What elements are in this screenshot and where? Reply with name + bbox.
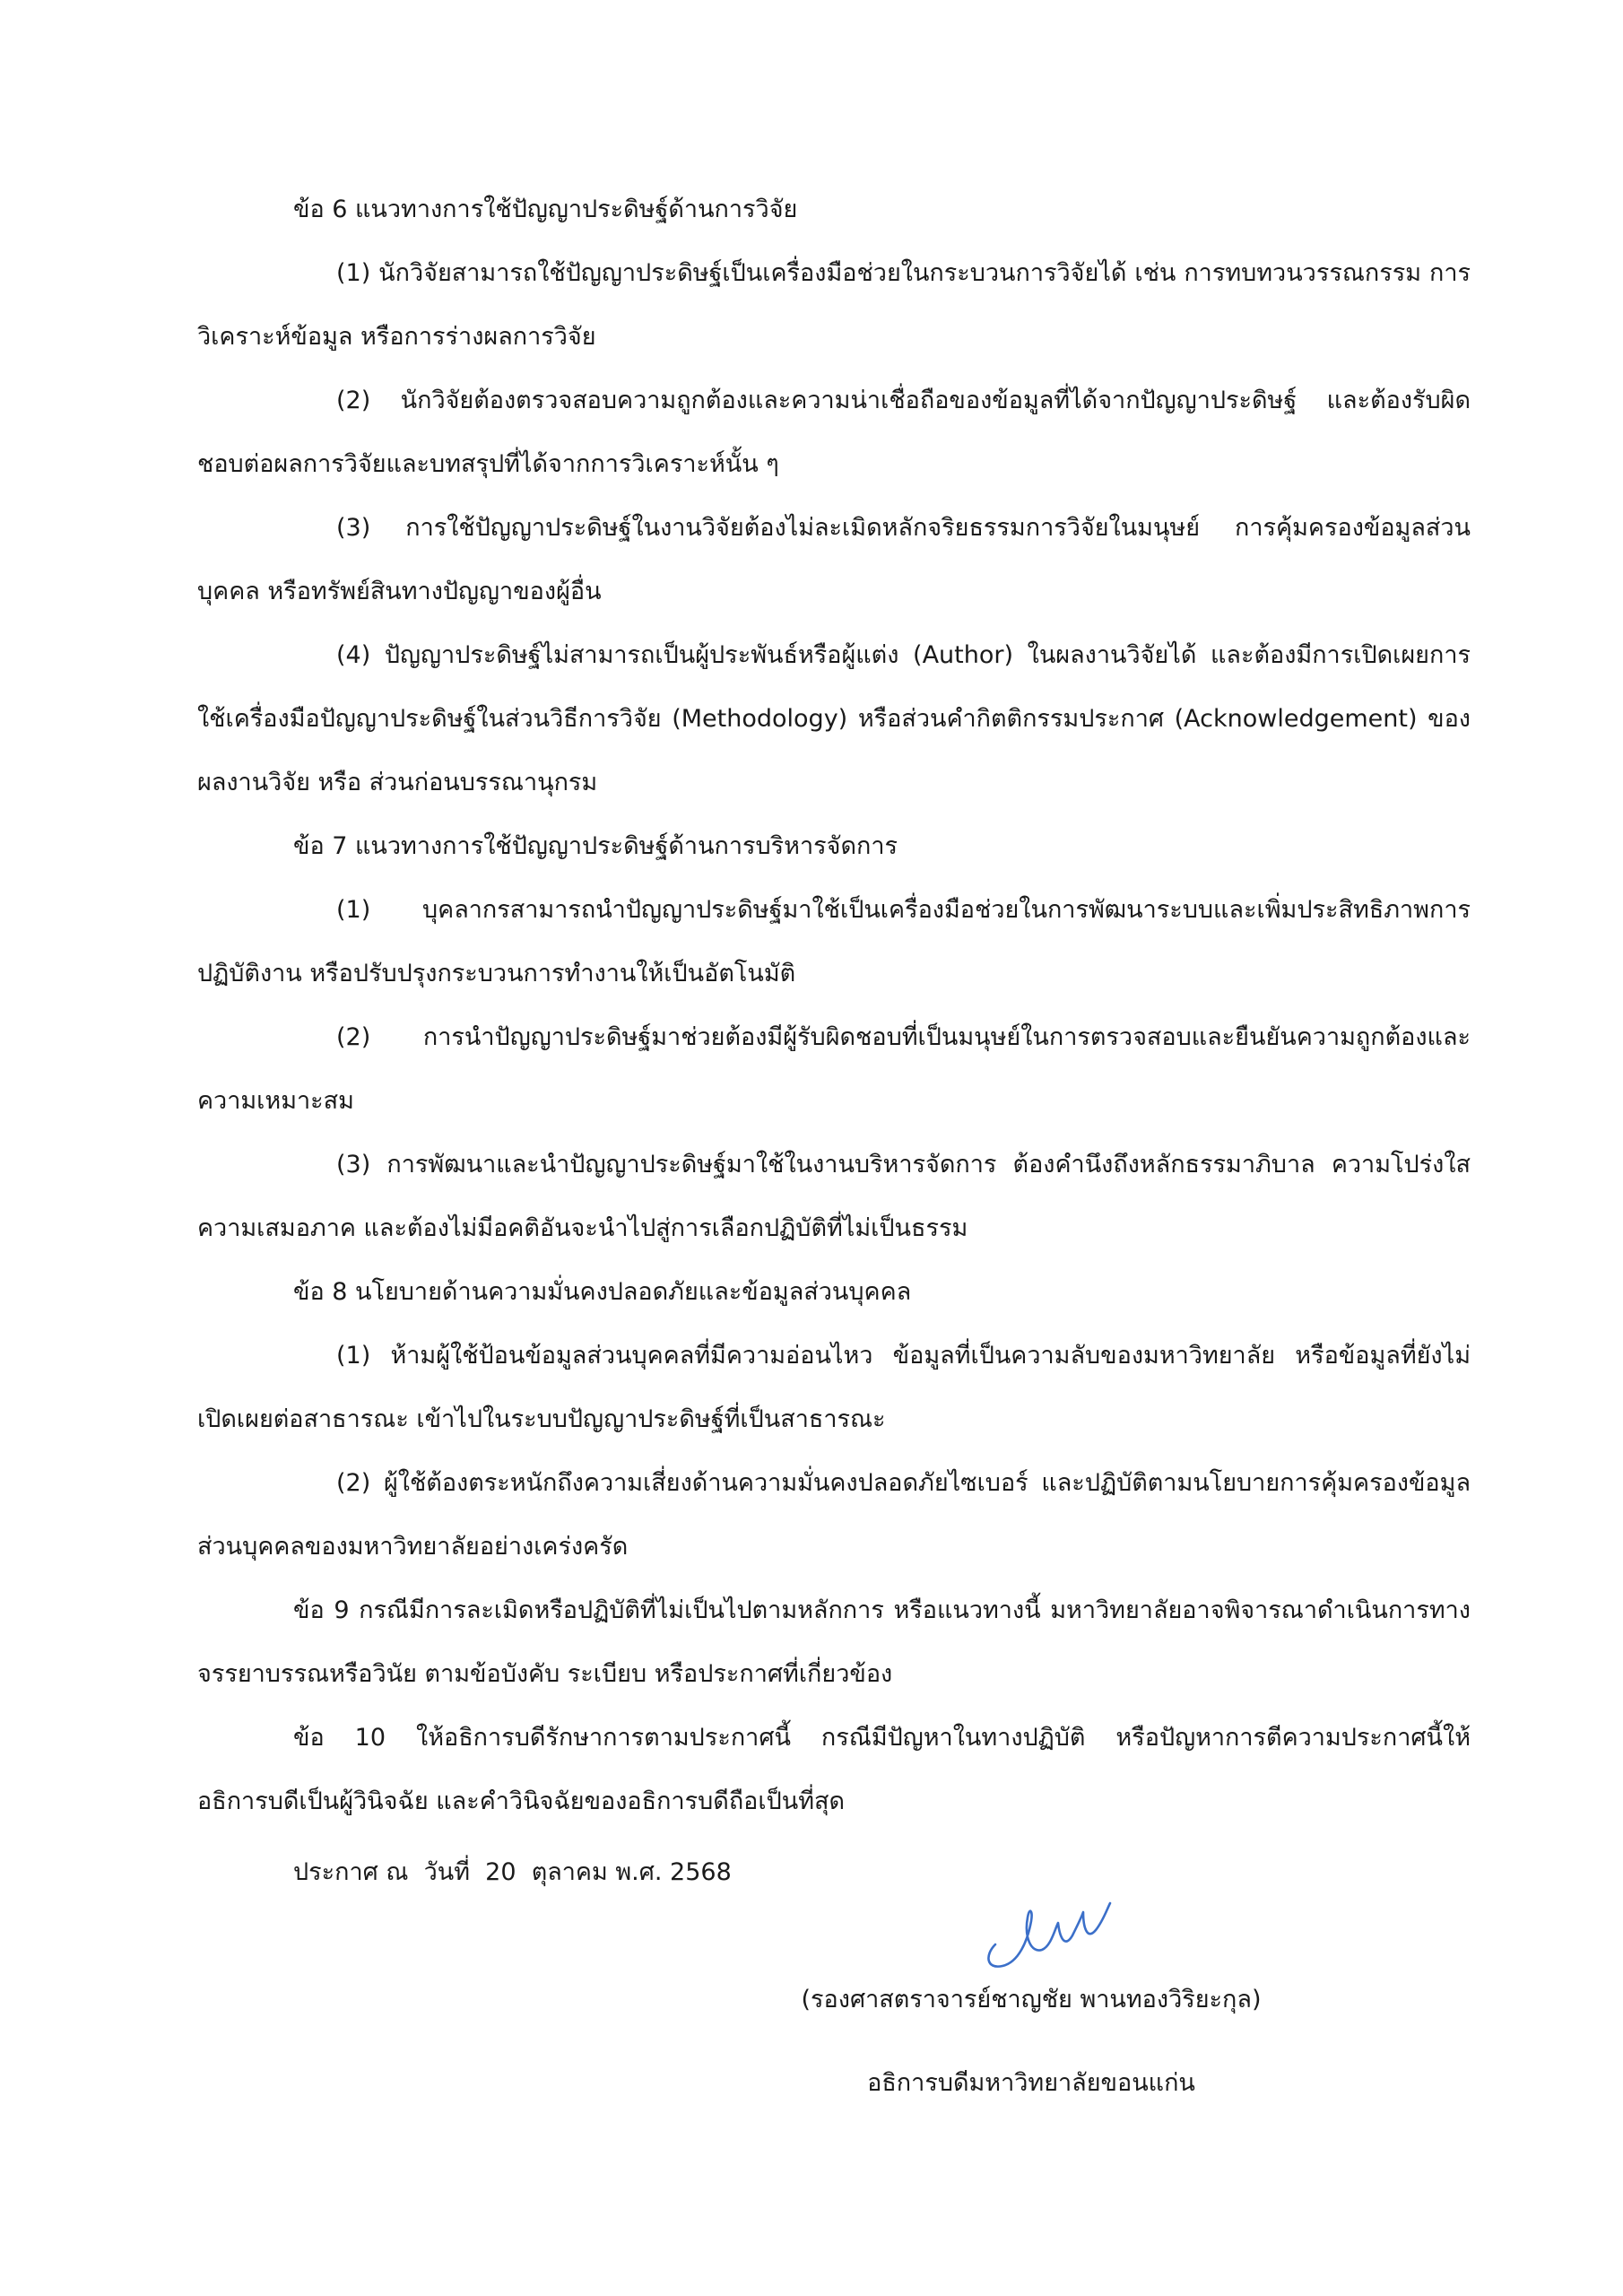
clause-7-item-1: (1) บุคลากรสามารถนำปัญญาประดิษฐ์มาใช้เป็นเครื่องมือช่วยในการพัฒนาระบบและเพิ่มประสิทธิภาพการปฏิบัติงาน หรือปรับปรุงกระบวนการทำงานให้เป็นอัตโนมัติ [197, 896, 1471, 987]
signer-position: อธิการบดีมหาวิทยาลัยขอนแก่น [867, 2069, 1195, 2097]
clause-6-item-2: (2) นักวิจัยต้องตรวจสอบความถูกต้องและความน่าเชื่อถือของข้อมูลที่ได้จากปัญญาประดิษฐ์ และต้องรับผิดชอบต่อผลการวิจัยและบทสรุปที่ได้จากการวิเคราะห์นั้น ๆ [197, 387, 1471, 478]
signer-name: (รองศาสตราจารย์ชาญชัย พานทองวิริยะกุล) [801, 1986, 1262, 2013]
clause-6-item-1: (1) นักวิจัยสามารถใช้ปัญญาประดิษฐ์เป็นเครื่องมือช่วยในกระบวนการวิจัยได้ เช่น การทบทวนวรรณกรรม การวิเคราะห์ข้อมูล หรือการร่างผลการวิจัย [197, 259, 1471, 351]
clause-8-heading: ข้อ 8 นโยบายด้านความมั่นคงปลอดภัยและข้อมูลส่วนบุคคล [293, 1278, 912, 1306]
clause-6-item-3: (3) การใช้ปัญญาประดิษฐ์ในงานวิจัยต้องไม่ละเมิดหลักจริยธรรมการวิจัยในมนุษย์ การคุ้มครองข้อมูลส่วนบุคคล หรือทรัพย์สินทางปัญญาของผู้อื่น [197, 514, 1471, 605]
signature-stroke [988, 1903, 1110, 1967]
clause-7-item-3: (3) การพัฒนาและนำปัญญาประดิษฐ์มาใช้ในงานบริหารจัดการ ต้องคำนึงถึงหลักธรรมาภิบาล ความโปร่งใส ความเสมอภาค และต้องไม่มีอคติอันจะนำไปสู่การเลือกปฏิบัติที่ไม่เป็นธรรม [197, 1151, 1471, 1242]
signature-mark [976, 1891, 1128, 1971]
clause-7-heading: ข้อ 7 แนวทางการใช้ปัญญาประดิษฐ์ด้านการบริหารจัดการ [293, 832, 898, 860]
clause-6-heading: ข้อ 6 แนวทางการใช้ปัญญาประดิษฐ์ด้านการวิจัย [293, 196, 798, 223]
clause-6-item-4: (4) ปัญญาประดิษฐ์ไม่สามารถเป็นผู้ประพันธ์หรือผู้แต่ง (Author) ในผลงานวิจัยได้ และต้องมีการเปิดเผยการใช้เครื่องมือปัญญาประดิษฐ์ในส่วนวิธีการวิจัย (Methodology) หรือส่วนคำกิตติกรรมประกาศ (Acknowledgement) ของผลงานวิจัย หรือ ส่วนก่อนบรรณานุกรม [197, 641, 1471, 796]
clause-9: ข้อ 9 กรณีมีการละเมิดหรือปฏิบัติที่ไม่เป็นไปตามหลักการ หรือแนวทางนี้ มหาวิทยาลัยอาจพิจารณาดำเนินการทางจรรยาบรรณหรือวินัย ตามข้อบังคับ ระเบียบ หรือประกาศที่เกี่ยวข้อง [197, 1596, 1471, 1688]
clause-7-item-2: (2) การนำปัญญาประดิษฐ์มาช่วยต้องมีผู้รับผิดชอบที่เป็นมนุษย์ในการตรวจสอบและยืนยันความถูกต้องและความเหมาะสม [197, 1023, 1471, 1115]
announcement-date: ประกาศ ณ วันที่ 20 ตุลาคม พ.ศ. 2568 [293, 1858, 732, 1886]
document-body [197, 178, 1471, 1833]
clause-8-item-1: (1) ห้ามผู้ใช้ป้อนข้อมูลส่วนบุคคลที่มีความอ่อนไหว ข้อมูลที่เป็นความลับของมหาวิทยาลัย หรือข้อมูลที่ยังไม่เปิดเผยต่อสาธารณะ เข้าไปในระบบปัญญาประดิษฐ์ที่เป็นสาธารณะ [197, 1342, 1471, 1433]
clause-8-item-2: (2) ผู้ใช้ต้องตระหนักถึงความเสี่ยงด้านความมั่นคงปลอดภัยไซเบอร์ และปฏิบัติตามนโยบายการคุ้มครองข้อมูลส่วนบุคคลของมหาวิทยาลัยอย่างเคร่งครัด [197, 1469, 1471, 1561]
clause-10: ข้อ 10 ให้อธิการบดีรักษาการตามประกาศนี้ กรณีมีปัญหาในทางปฏิบัติ หรือปัญหาการตีความประกาศนี้ให้อธิการบดีเป็นผู้วินิจฉัย และคำวินิจฉัยของอธิการบดีถือเป็นที่สุด [197, 1724, 1471, 1815]
